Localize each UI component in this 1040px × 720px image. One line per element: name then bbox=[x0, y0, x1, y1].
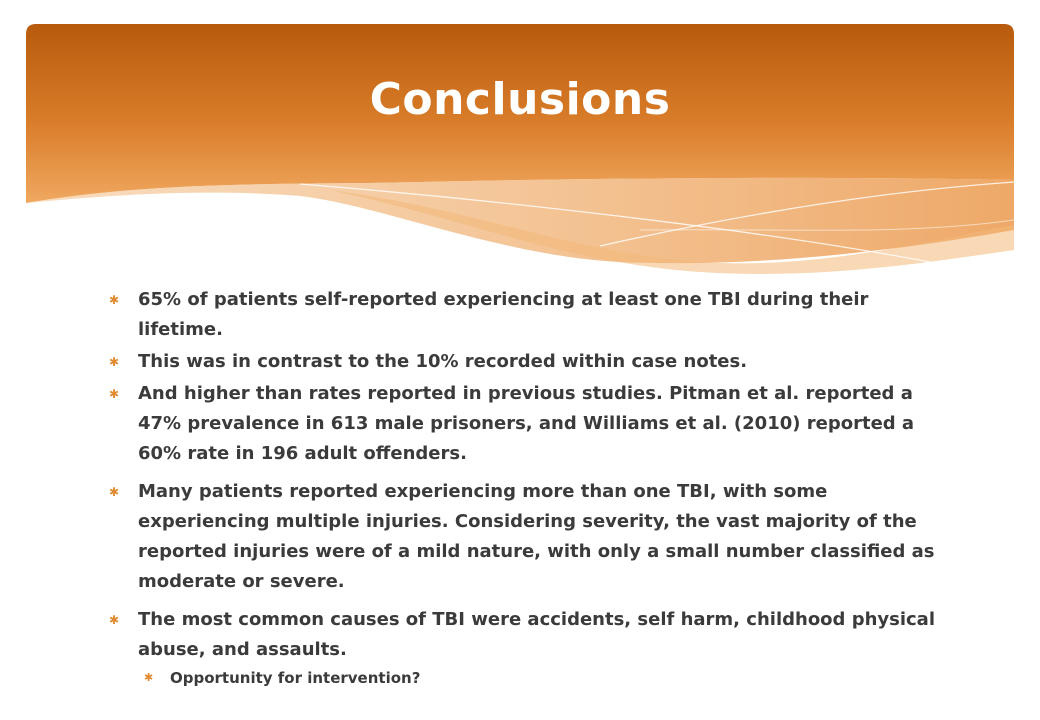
asterisk-icon: ✱ bbox=[109, 355, 120, 369]
sub-bullet-item bbox=[104, 665, 944, 691]
bullet-text: Many patients reported experiencing more than one TBI, with some experiencing multiple injuries. Considering severity, the vast majority of the reported injuries were of a mild nature, with only a small number classified as moderate or severe. bbox=[138, 481, 935, 592]
header-banner bbox=[0, 0, 1040, 280]
bullet-text: 65% of patients self-reported experiencing at least one TBI during their lifetime. bbox=[138, 289, 869, 340]
asterisk-icon: ✱ bbox=[109, 485, 120, 499]
bullet-item bbox=[104, 605, 944, 665]
asterisk-icon: ✱ bbox=[109, 293, 120, 307]
slide-title: Conclusions bbox=[369, 74, 671, 125]
asterisk-icon: ✱ bbox=[144, 671, 154, 684]
asterisk-icon: ✱ bbox=[109, 387, 120, 401]
bullet-list bbox=[104, 285, 944, 691]
bullet-item bbox=[104, 379, 944, 469]
bullet-text: The most common causes of TBI were accidents, self harm, childhood physical abuse, and assaults. bbox=[138, 609, 936, 660]
bullet-item bbox=[104, 285, 944, 345]
bullet-item bbox=[104, 477, 944, 597]
sub-bullet-text: Opportunity for intervention? bbox=[170, 669, 421, 687]
bullet-text: This was in contrast to the 10% recorded within case notes. bbox=[138, 351, 748, 372]
asterisk-icon: ✱ bbox=[109, 613, 120, 627]
bullet-item bbox=[104, 347, 944, 377]
bullet-text: And higher than rates reported in previous studies. Pitman et al. reported a 47% prevalence in 613 male prisoners, and Williams et al. (2010) reported a 60% rate in 196 adult offenders. bbox=[138, 383, 915, 464]
